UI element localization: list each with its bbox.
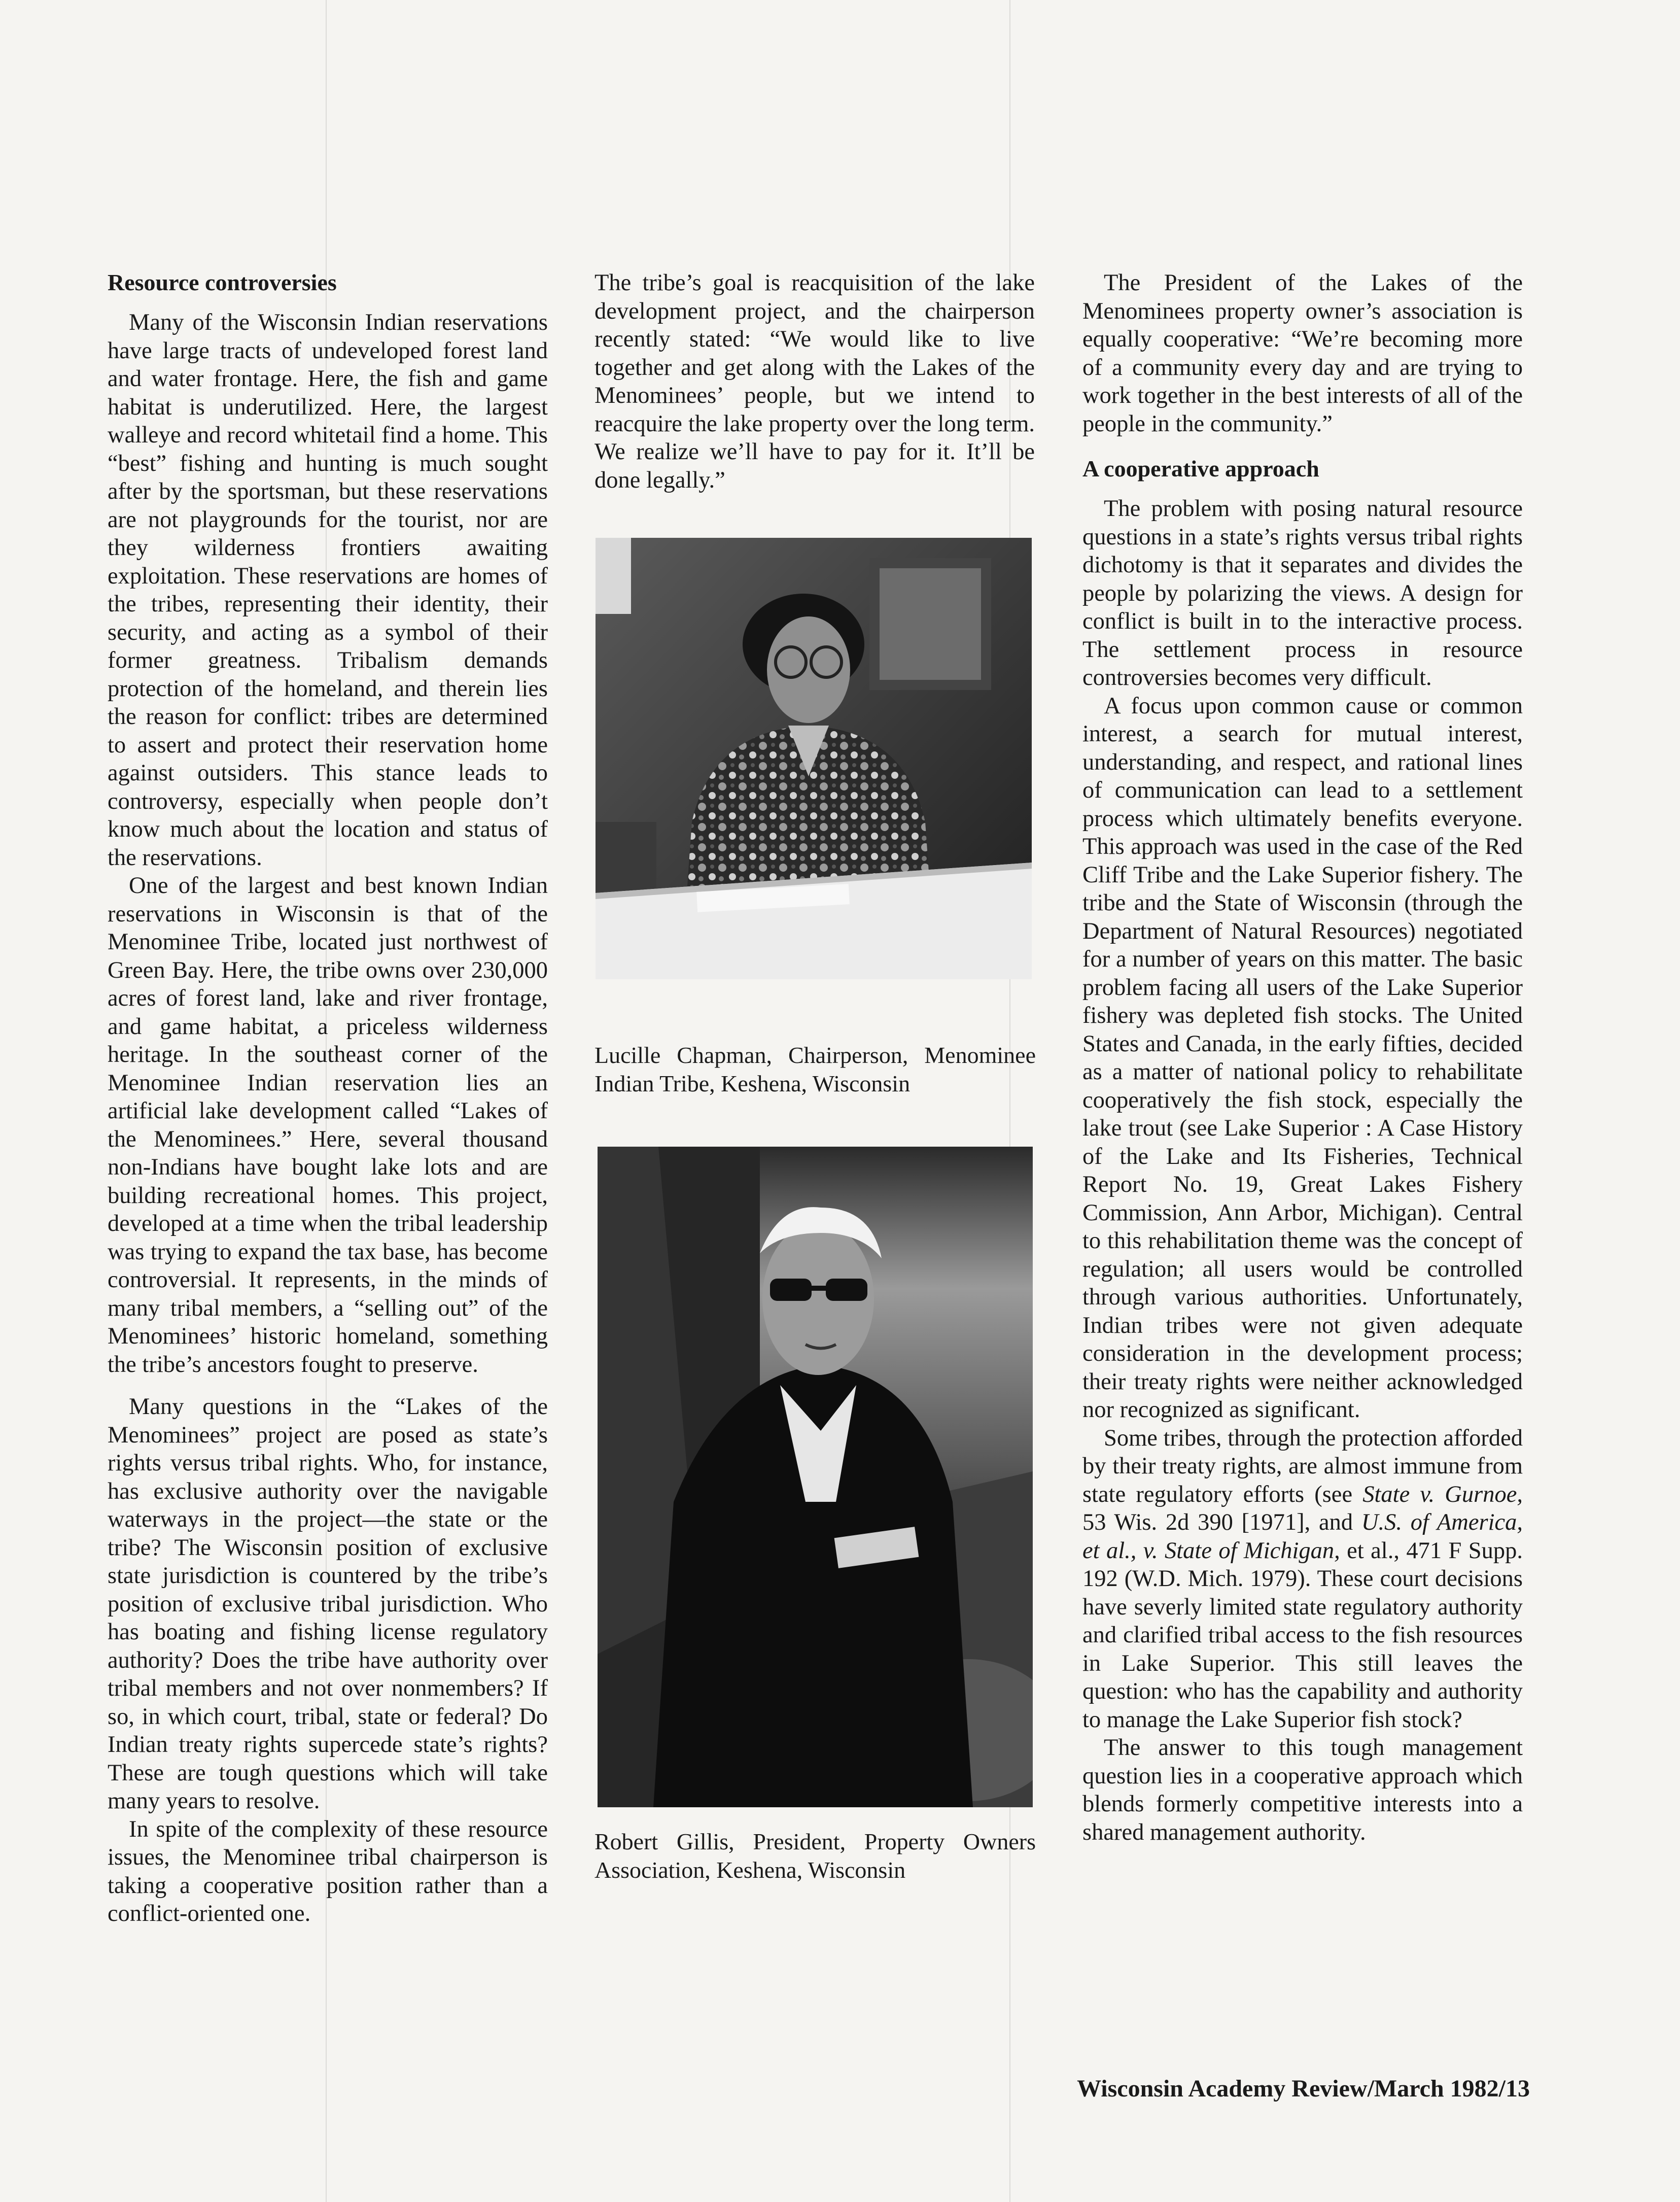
article-paragraph: The problem with posing natural resource questions in a state’s rights versus tribal rights dichotomy is that it separates and divides the people by polarizing the views. A design for conflict is built in to the interactive process. The settlement process in resource controversies becomes very difficult. [1082,496,1523,691]
photo-portrait-standing-man [598,1147,1033,1807]
article-paragraph: The President of the Lakes of the Menominees property owner’s association is equally cooperative: “We’re becoming more of a community every day and are trying to work together in the best interests of all of the people in the community.” [1082,270,1523,437]
article-paragraph: A focus upon common cause or common interest, a search for mutual interest, understanding, and respect, and rational lines of communication can lead to a settlement process which ultimately benefits everyone. This approach was used in the case of the Red Cliff Tribe and the Lake Superior fishery. The tribe and the State of Wisconsin (through the Department of Natural Resources) negotiated for a number of years on this matter. The basic problem facing all users of the Lake Superior fishery was depleted fish stocks. The United States and Canada, in the early fifties, decided as a matter of national policy to rehabilitate cooperatively the fish stock, especially the lake trout (see Lake Superior : A Case History of the Lake and Its Fisheries, Technical Report No. 19, Great Lakes Fishery Commission, Ann Arbor, Michigan). Central to this rehabilitation theme was the concept of regulation; all users would be controlled through various authorities. Unfortunately, Indian tribes were not given adequate consideration in the development process; their treaty rights were neither acknowledged nor recognized as significant. [1082,693,1523,1423]
case-citation: State v. Gurnoe, [1362,1481,1523,1507]
case-citation: U.S. of America, et al., v. State of Michigan, [1082,1509,1523,1564]
section-heading-resource-controversies: Resource controversies [108,269,337,295]
article-paragraph: In spite of the complexity of these resource issues, the Menominee tribal chairperson is taking a cooperative position rather than a conflict-oriented one. [108,1816,548,1926]
article-paragraph [1082,1424,1523,1734]
photo-caption: Lucille Chapman, Chairperson, Menominee Indian Tribe, Keshena, Wisconsin [594,1042,1036,1096]
text-run: et al., 471 F Supp. 192 (W.D. Mich. 1979). These court decisions have severly limited state regulatory authority and clarified tribal access to the fish resources in Lake Superior. This still leaves the question: who has the capability and authority to manage the Lake Superior fish stock? [1082,1537,1523,1733]
photo-caption: Robert Gillis, President, Property Owners Association, Keshena, Wisconsin [594,1829,1036,1883]
article-paragraph: Many of the Wisconsin Indian reservations have large tracts of undeveloped forest land and water frontage. Here, the fish and game habitat is underutilized. Here, the largest walleye and record whitetail find a home. This “best” fishing and hunting is much sought after by the sportsman, but these reservations are not playgrounds for the tourist, nor are they wilderness frontiers awaiting exploitation. These reservations are homes of the tribes, representing their identity, their security, and acting as a symbol of their former greatness. Tribalism demands protection of the homeland, and therein lies the reason for conflict: tribes are determined to assert and protect their reservation home against outsiders. This stance leads to controversy, especially when people don’t know much about the location and status of the reservations. [108,309,548,871]
text-run: 53 Wis. 2d 390 [1971], and [1082,1509,1361,1535]
photo-portrait-seated-woman [596,538,1032,979]
column-right [1082,269,1523,1846]
article-paragraph: One of the largest and best known Indian reservations in Wisconsin is that of the Menominee Tribe, located just northwest of Green Bay. Here, the tribe owns over 230,000 acres of forest land, lake and river frontage, and game habitat, a priceless wilderness heritage. In the southeast corner of the Menominee Indian reservation lies an artificial lake development called “Lakes of the Menominees.” Here, several thousand non-Indians have bought lake lots and are building recreational homes. This project, developed at a time when the tribal leadership was trying to expand the tax base, has become controversial. It represents, in the minds of many tribal members, a “selling out” of the Menominees’ historic homeland, something the tribe’s ancestors fought to preserve. [108,873,548,1378]
column-left [108,269,548,1928]
article-paragraph: The answer to this tough management question lies in a cooperative approach which blends formerly competitive interests into a shared management authority. [1082,1735,1523,1845]
text-run: Some tribes, through the protection afforded by their treaty rights, are almost immune from state regulatory efforts (see [1082,1425,1523,1507]
page-footer: Wisconsin Academy Review/March 1982/13 [1077,2075,1530,2102]
article-paragraph: The tribe’s goal is reacquisition of the lake development project, and the chairperson recently stated: “We would like to live together and get along with the Lakes of the Menominees’ people, but we intend to reacquire the lake property over the long term. We realize we’ll have to pay for it. It’ll be done legally.” [594,270,1035,493]
column-middle [594,269,1035,494]
section-heading-cooperative-approach: A cooperative approach [1082,456,1319,481]
article-paragraph: Many questions in the “Lakes of the Menominees” project are posed as state’s rights versus tribal rights. Who, for instance, has exclusive authority over the navigable waterways in the project—the state or the tribe? The Wisconsin position of exclusive state jurisdiction is countered by the tribe’s position of exclusive tribal jurisdiction. Who has boating and fishing license regulatory authority? Does the tribe have authority over tribal members and not over nonmembers? If so, in which court, tribal, state or federal? Do Indian treaty rights supercede state’s rights? These are tough questions which will take many years to resolve. [108,1394,548,1814]
